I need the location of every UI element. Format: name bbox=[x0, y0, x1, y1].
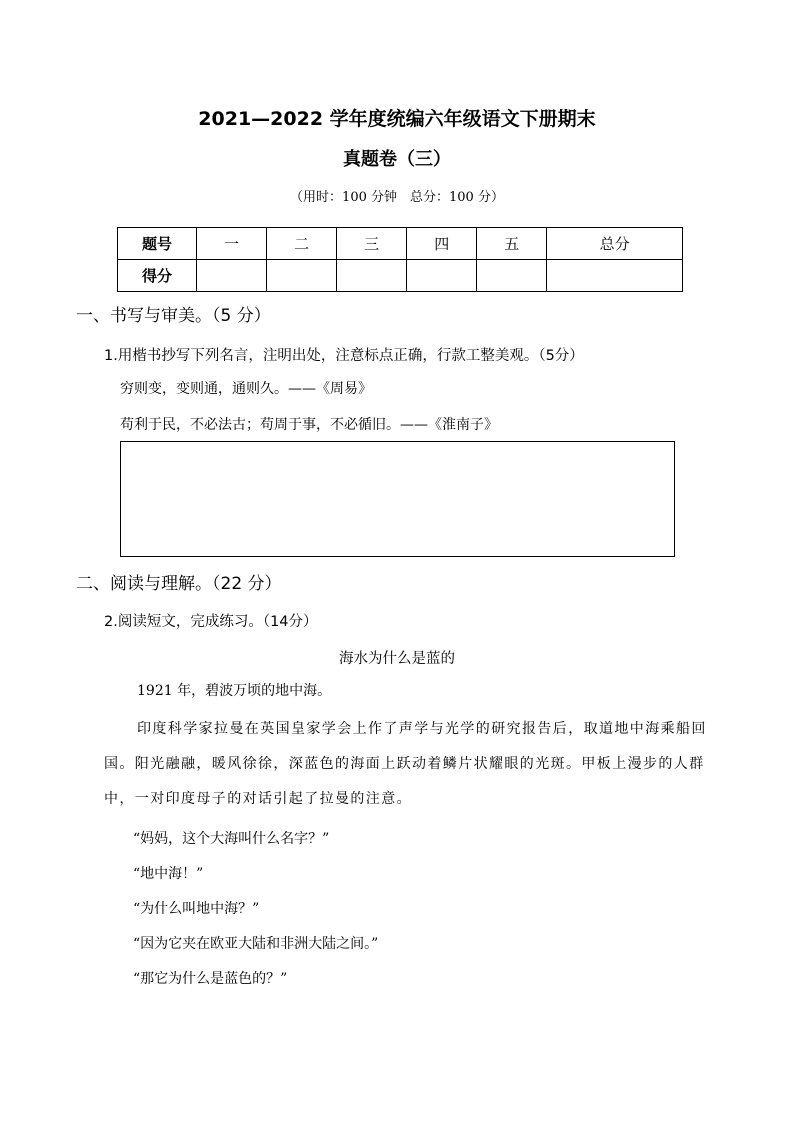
dialogue-line: “地中海！” bbox=[133, 866, 204, 882]
table-cell-label: 得分 bbox=[118, 260, 197, 292]
score-cell[interactable] bbox=[477, 260, 547, 292]
score-table-score-row bbox=[118, 260, 683, 292]
dialogue-line: “那它为什么是蓝色的？” bbox=[133, 971, 288, 987]
passage-paragraph: 印度科学家拉曼在英国皇家学会上作了声学与光学的研究报告后，取道地中海乘船回国。阳光融融，暖风徐徐，深蓝色的海面上跃动着鳞片状耀眼的光斑。甲板上漫步的人群中，一对印度母子的对话引起了拉曼的注意。 bbox=[104, 721, 707, 807]
table-cell: 三 bbox=[337, 228, 407, 260]
dialogue-line: “妈妈，这个大海叫什么名字？” bbox=[133, 831, 330, 847]
answer-box[interactable] bbox=[120, 441, 675, 557]
score-table bbox=[117, 227, 683, 292]
passage-paragraph: 1921 年，碧波万顷的地中海。 bbox=[137, 683, 332, 699]
exam-meta: （用时：100 分钟 总分：100 分） bbox=[290, 190, 504, 205]
table-cell: 二 bbox=[267, 228, 337, 260]
page-subtitle: 真题卷（三） bbox=[343, 149, 451, 170]
passage-title: 海水为什么是蓝的 bbox=[339, 651, 455, 667]
table-cell: 一 bbox=[197, 228, 267, 260]
question-text: 2.阅读短文，完成练习。（14分） bbox=[104, 614, 318, 630]
score-cell[interactable] bbox=[197, 260, 267, 292]
table-cell-label: 题号 bbox=[118, 228, 197, 260]
score-cell[interactable] bbox=[407, 260, 477, 292]
page-title: 2021—2022 学年度统编六年级语文下册期末 bbox=[198, 108, 596, 130]
dialogue-line: “为什么叫地中海？” bbox=[133, 901, 260, 917]
table-cell: 五 bbox=[477, 228, 547, 260]
dialogue-line: “因为它夹在欧亚大陆和非洲大陆之间。” bbox=[133, 936, 379, 952]
question-text: 1.用楷书抄写下列名言，注明出处，注意标点正确，行款工整美观。（5分） bbox=[104, 348, 584, 364]
table-cell: 四 bbox=[407, 228, 477, 260]
score-cell[interactable] bbox=[337, 260, 407, 292]
score-cell[interactable] bbox=[267, 260, 337, 292]
section-heading: 二、阅读与理解。（22 分） bbox=[76, 574, 282, 594]
quote-line: 苟利于民，不必法古；苟周于事，不必循旧。——《淮南子》 bbox=[120, 417, 498, 433]
section-heading: 一、书写与审美。（5 分） bbox=[76, 306, 271, 326]
score-cell[interactable] bbox=[547, 260, 683, 292]
table-cell: 总分 bbox=[547, 228, 683, 260]
quote-line: 穷则变，变则通，通则久。——《周易》 bbox=[120, 381, 372, 397]
score-table-header-row bbox=[118, 228, 683, 260]
